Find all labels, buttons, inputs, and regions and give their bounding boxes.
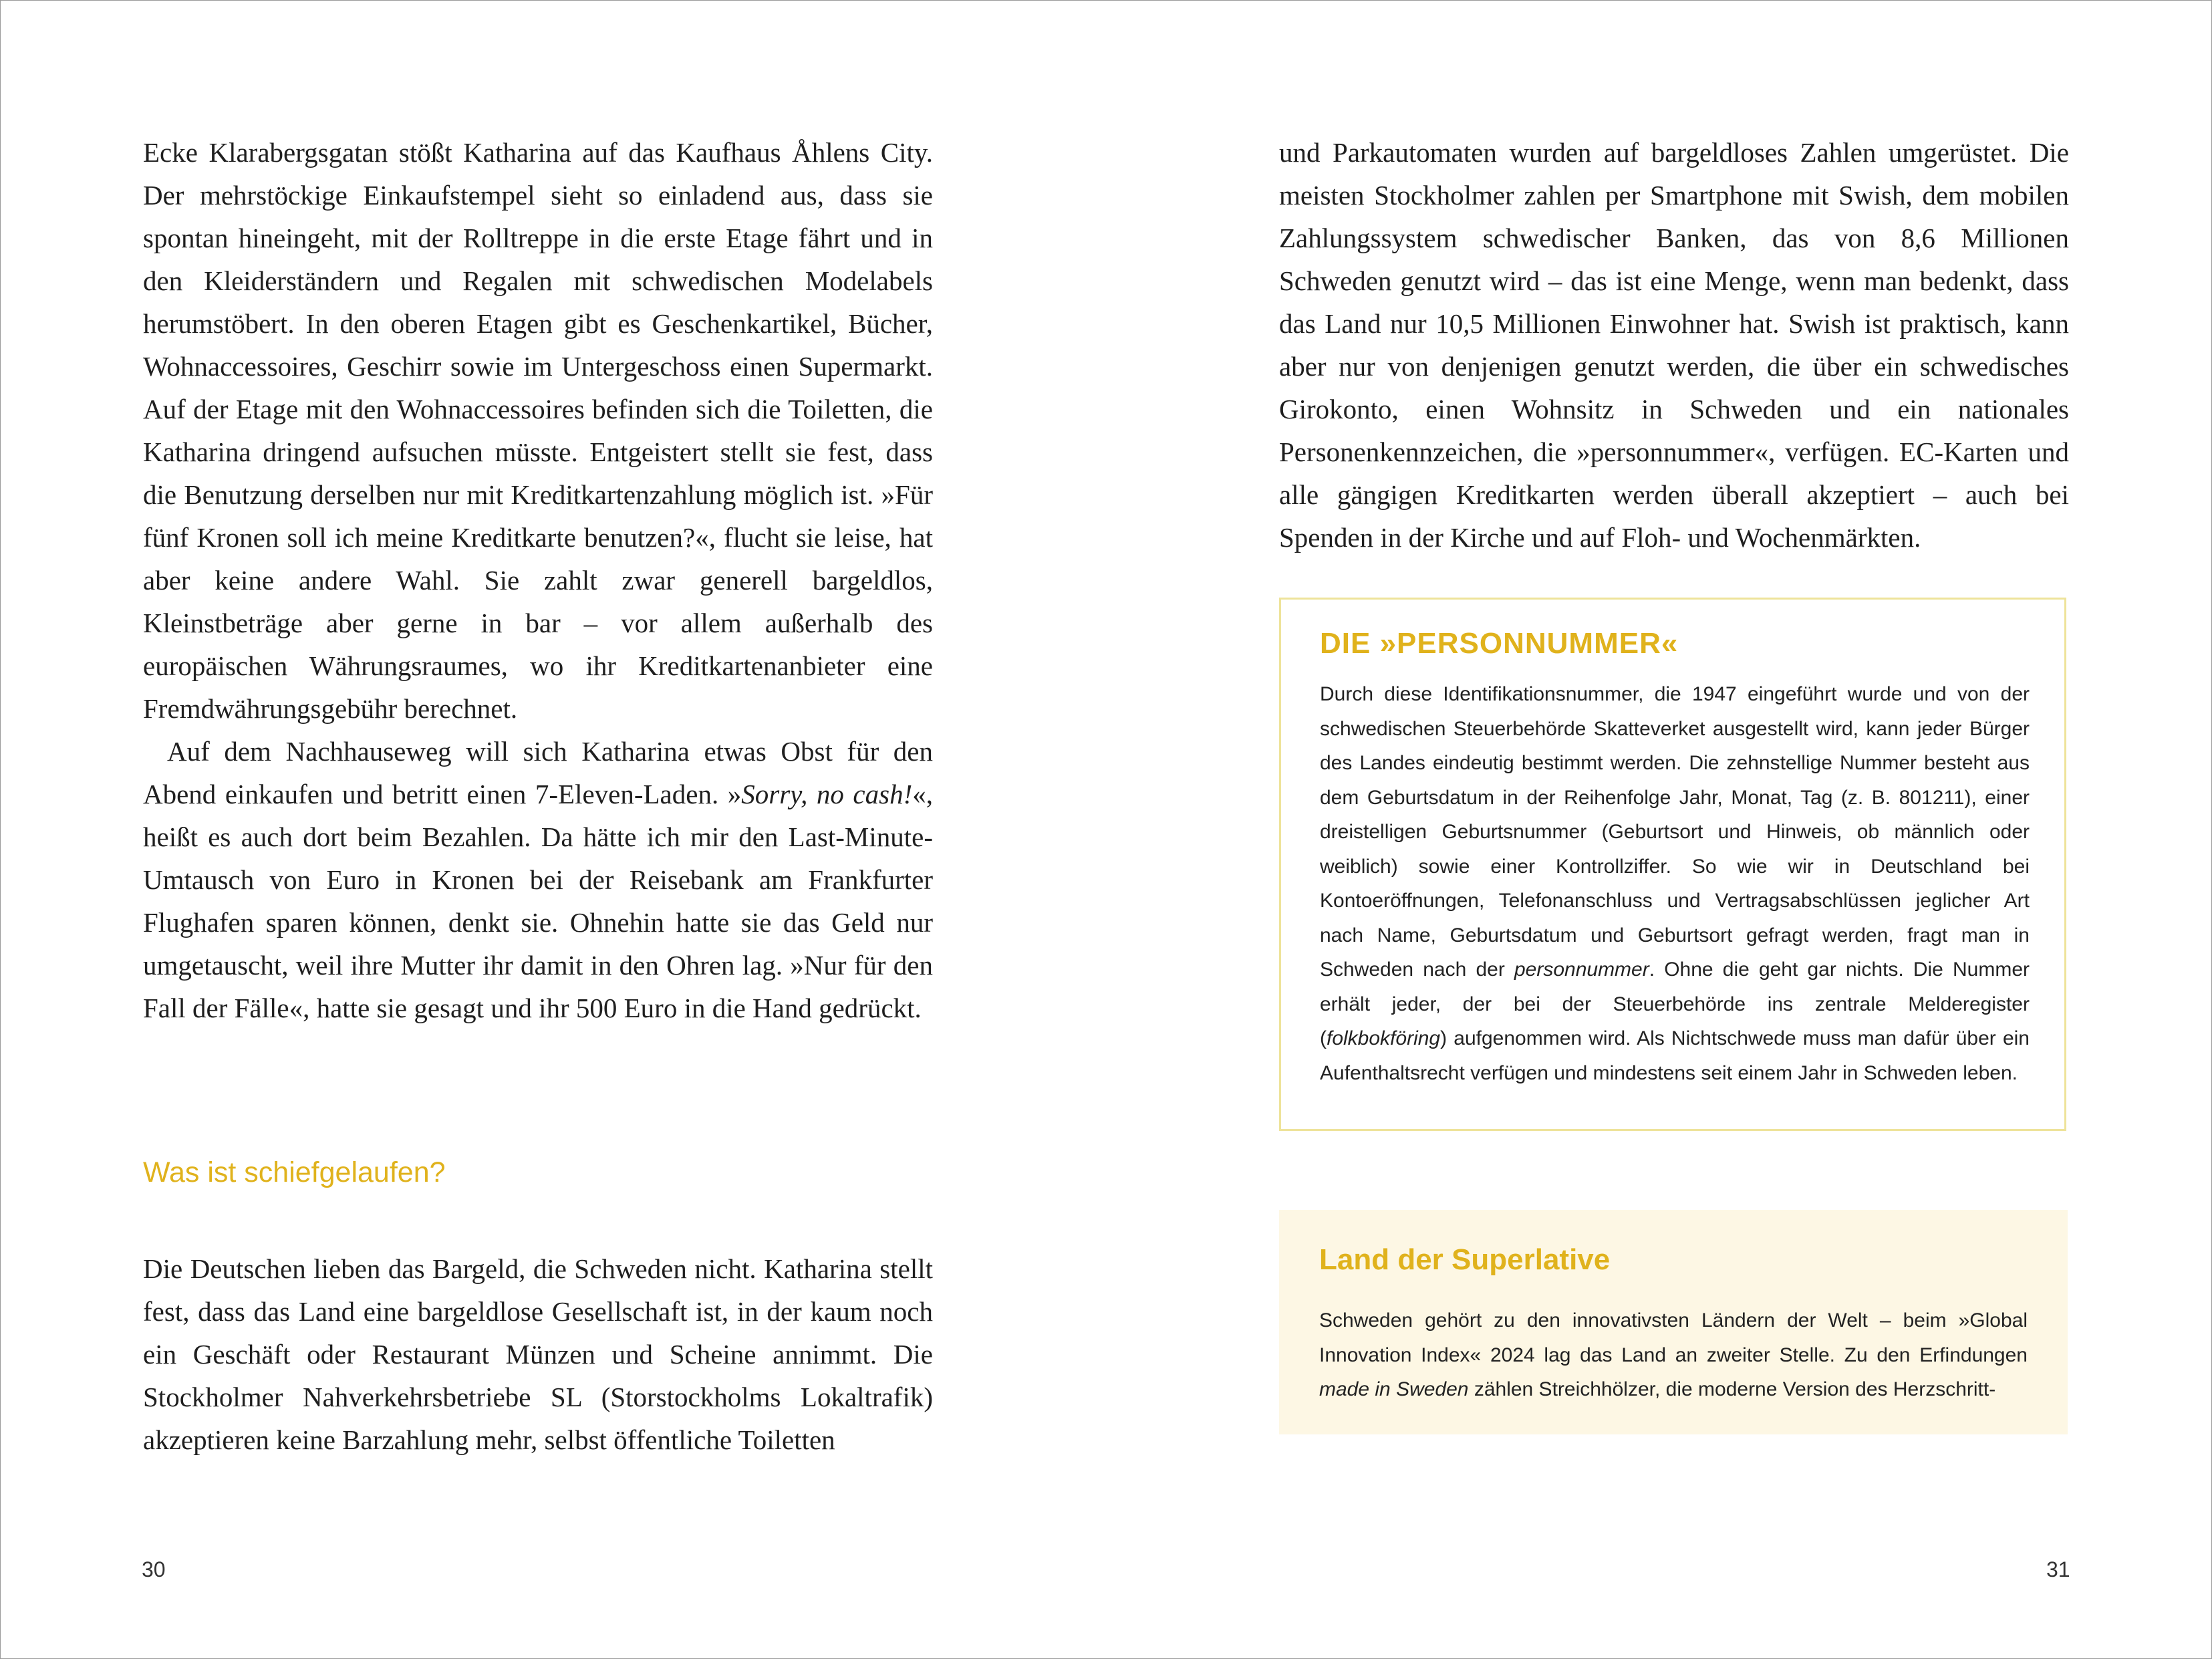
right-page-body: [1279, 131, 2069, 559]
section-heading-was-ist-schiefgelaufen: Was ist schiefgelaufen?: [143, 1156, 446, 1188]
left-paragraph-3: Die Deutschen lieben das Bargeld, die Schweden nicht. Katharina stellt fest, dass das Land eine bargeldlose Gesellschaft ist, in der kaum noch ein Geschäft oder Restaurant Münzen und Scheine annimmt. Die Stockholmer Nahverkehrsbetriebe SL (Storstockholms Lokaltrafik) akzeptieren keine Barzahlung mehr, selbst öffentliche Toiletten: [143, 1253, 933, 1455]
info-box-land-der-superlative: [1279, 1210, 2068, 1434]
right-paragraph-1: und Parkautomaten wurden auf bargeldloses Zahlen umgerüstet. Die meisten Stockholmer zahlen per Smartphone mit Swish, dem mobilen Zahlungssystem schwedischer Banken, das von 8,6 Millionen Schweden genutzt wird – das ist eine Menge, wenn man bedenkt, dass das Land nur 10,5 Millionen Einwohner hat. Swish ist praktisch, kann aber nur von denjenigen genutzt werden, die über ein schwedisches Girokonto, einen Wohnsitz in Schweden und ein nationales Personenkennzeichen, die »personnummer«, verfügen. EC-Karten und alle gängigen Kreditkarten werden überall akzeptiert – auch bei Spenden in der Kirche und auf Floh- und Wochenmärkten.: [1279, 137, 2069, 553]
superlative-box-text: Schweden gehört zu den innovativsten Ländern der Welt – beim »Global Innovation Index« 2024 lag das Land an zweiter Stelle. Zu den Erfindungen made in Sweden zählen Streichhölzer, die moderne Version des Herzschritt-: [1319, 1309, 2028, 1400]
page-number-right: 31: [2046, 1557, 2070, 1581]
left-page-body-2: [143, 1247, 933, 1461]
info-box-content: [1320, 624, 2030, 1090]
info-box-title: DIE »PERSONNUMMER«: [1320, 627, 1679, 660]
left-paragraph-2: Auf dem Nachhauseweg will sich Katharina etwas Obst für den Abend einkaufen und betritt einen 7-Eleven-Laden. »Sorry, no cash!«, heißt es auch dort beim Bezahlen. Da hätte ich mir den Last-Minute-Umtausch von Euro in Kronen bei der Reisebank am Frankfurter Flughafen sparen können, denkt sie. Ohnehin hatte sie das Geld nur umgetauscht, weil ihre Mutter ihr damit in den Ohren lag. »Nur für den Fall der Fälle«, hatte sie gesagt und ihr 500 Euro in die Hand gedrückt.: [143, 736, 933, 1023]
left-paragraph-1: Ecke Klarabergsgatan stößt Katharina auf das Kaufhaus Åhlens City. Der mehrstöckige Einkaufstempel sieht so einladend aus, dass sie spontan hineingeht, mit der Rolltreppe in die erste Etage fährt und in den Kleiderständern und Regalen mit schwedischen Modelabels herumstöbert. In den oberen Etagen gibt es Geschenkartikel, Bücher, Wohnaccessoires, Geschirr sowie im Untergeschoss einen Supermarkt. Auf der Etage mit den Wohnaccessoires befinden sich die Toiletten, die Katharina dringend aufsuchen müsste. Entgeistert stellt sie fest, dass die Benutzung derselben nur mit Kreditkartenzahlung möglich ist. »Für fünf Kronen soll ich meine Kreditkarte benutzen?«, flucht sie leise, hat aber keine andere Wahl. Sie zahlt zwar generell bargeldlos, Kleinstbeträge aber gerne in bar – vor allem außerhalb des europäischen Währungsraumes, wo ihr Kreditkartenanbieter eine Fremdwährungsgebühr berechnet.: [143, 137, 933, 724]
info-box-text: Durch diese Identifikationsnummer, die 1947 eingeführt wurde und von der schwedischen Steuerbehörde Skatteverket ausgestellt wird, kann jeder Bürger des Landes eindeutig bestimmt werden. Die zehnstellige Nummer besteht aus dem Geburtsdatum in der Reihenfolge Jahr, Monat, Tag (z. B. 801211), einer dreistelligen Geburtsnummer (Geburtsort und Hinweis, ob männlich oder weiblich) sowie einer Kontrollziffer. So wie wir in Deutschland bei Kontoeröffnungen, Telefonanschluss und Vertragsabschlüssen jeglicher Art nach Name, Geburtsdatum und Geburtsort gefragt werden, fragt man in Schweden nach der personnummer. Ohne die geht gar nichts. Die Nummer erhält jeder, der bei der Steuerbehörde ins zentrale Melderegister (folkbokföring) aufgenommen wird. Als Nichtschwede muss man dafür über ein Aufenthaltsrecht verfügen und mindestens seit einem Jahr in Schweden leben.: [1320, 683, 2030, 1084]
info-box-personnummer: [1279, 598, 2066, 1131]
page-number-left: 30: [142, 1557, 166, 1581]
left-page-body: [143, 131, 933, 1029]
superlative-box-title: Land der Superlative: [1319, 1243, 1611, 1276]
